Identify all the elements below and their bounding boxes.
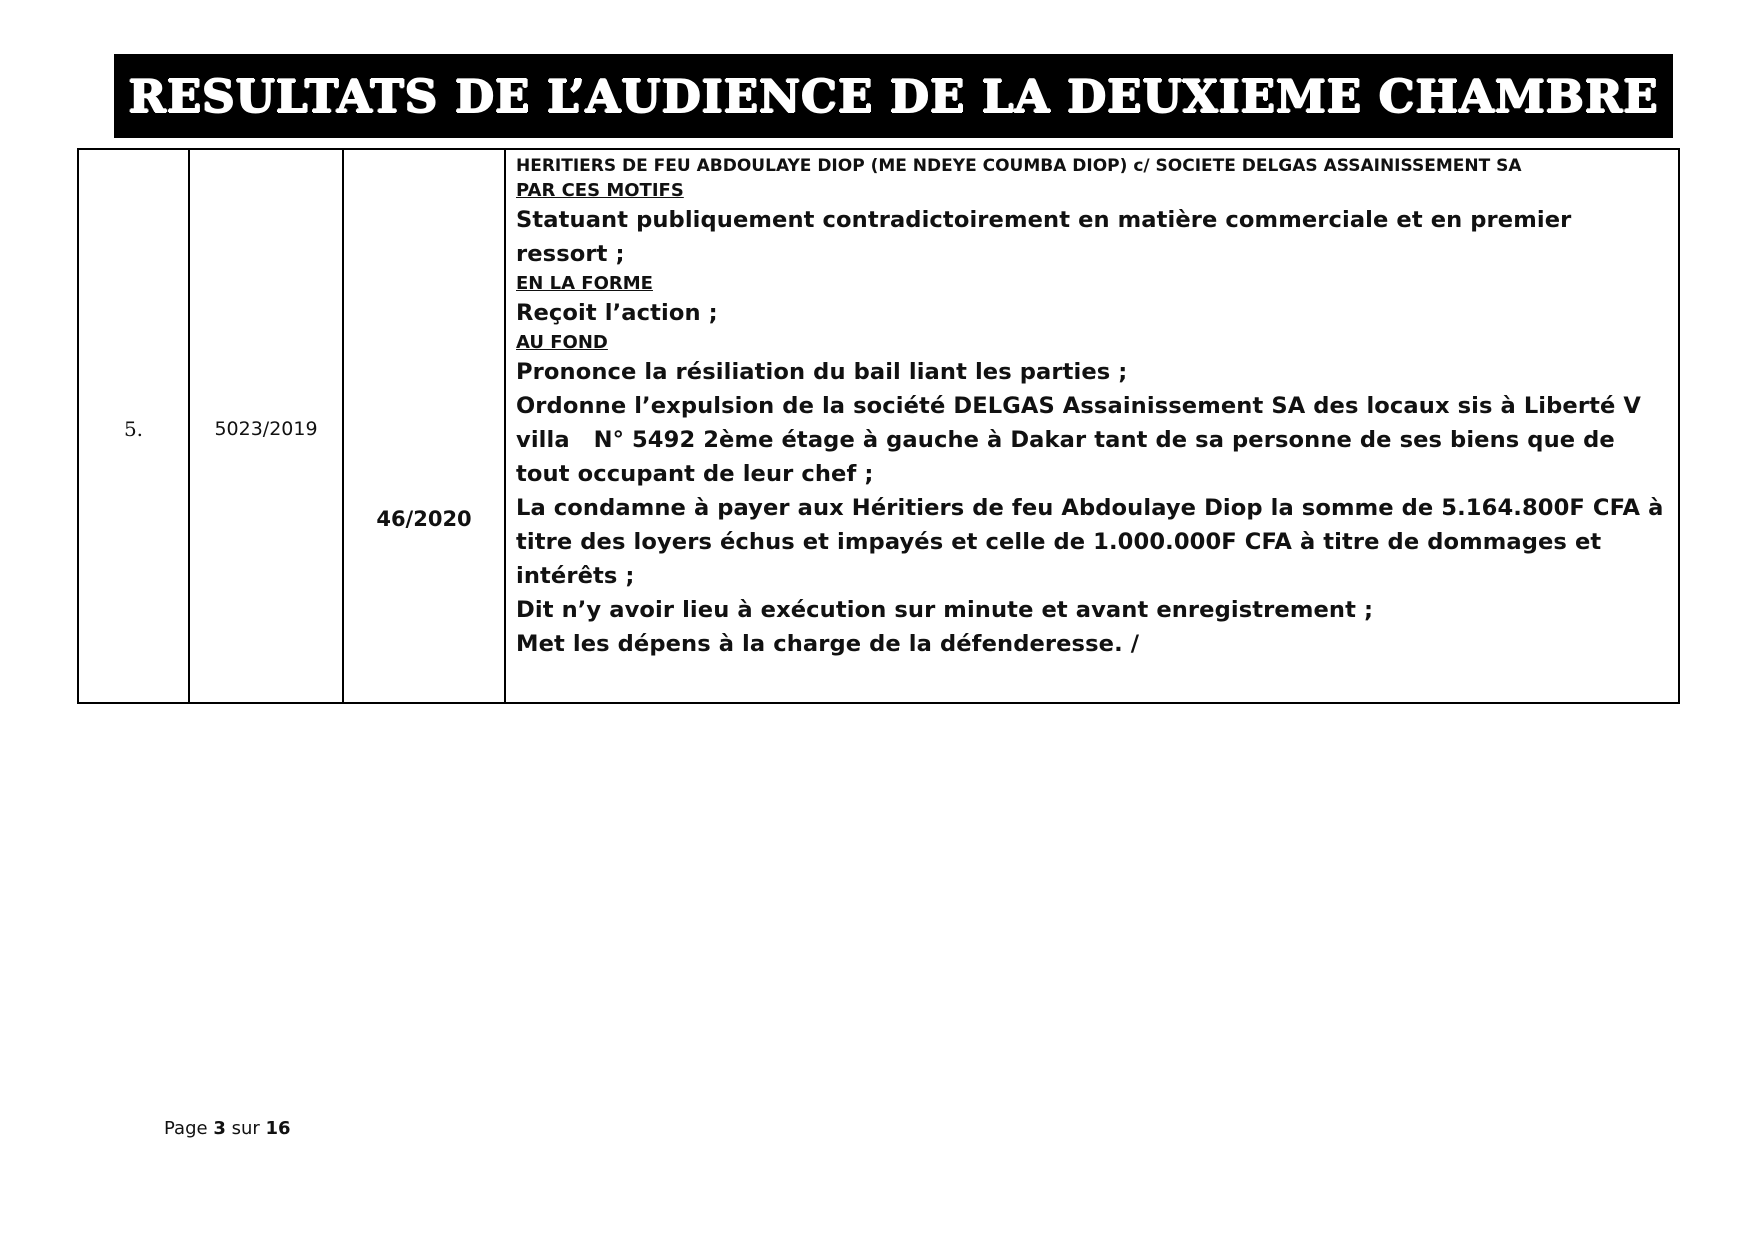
judgment-number-cell [344, 150, 506, 702]
fond-item: Met les dépens à la charge de la défenderesse. / [516, 631, 1140, 657]
decision-content [516, 154, 1670, 661]
fond-item: Dit n’y avoir lieu à exécution sur minute et avant enregistrement ; [516, 597, 1374, 623]
statuant-text: Statuant publiquement contradictoirement en matière commerciale et en premier ressort ; [516, 207, 1572, 267]
title-banner [114, 54, 1673, 138]
of-word: sur [231, 1118, 260, 1139]
forme-heading: EN LA FORME [516, 273, 653, 294]
total-pages: 16 [265, 1118, 291, 1139]
case-parties: HERITIERS DE FEU ABDOULAYE DIOP (ME NDEYE COUMBA DIOP) c/ SOCIETE DELGAS ASSAINISSEMENT SA [516, 156, 1522, 176]
role-number: 5023/2019 [214, 418, 318, 440]
fond-item: Prononce la résiliation du bail liant les parties ; [516, 359, 1128, 385]
page-footer [164, 1118, 291, 1139]
case-number: 5. [123, 417, 144, 441]
judgment-number: 46/2020 [376, 507, 472, 531]
fond-heading: AU FOND [516, 332, 608, 353]
page-title: RESULTATS DE L’AUDIENCE DE LA DEUXIEME CHAMBRE [128, 69, 1659, 123]
decision-cell [506, 150, 1678, 702]
fond-item: Ordonne l’expulsion de la société DELGAS Assainissement SA des locaux sis à Liberté V villa N° 5492 2ème étage à gauche à Dakar tant de sa personne de ses biens que de tout occupant de leur chef ; [516, 393, 1649, 487]
case-number-cell [79, 150, 190, 702]
forme-text: Reçoit l’action ; [516, 300, 718, 326]
motifs-heading: PAR CES MOTIFS [516, 180, 684, 201]
fond-item: La condamne à payer aux Héritiers de feu Abdoulaye Diop la somme de 5.164.800F CFA à titre des loyers échus et impayés et celle de 1.000.000F CFA à titre de dommages et intérêts ; [516, 495, 1664, 589]
case-table [77, 148, 1680, 704]
current-page: 3 [213, 1118, 226, 1139]
page-word: Page [164, 1118, 208, 1139]
role-number-cell [190, 150, 344, 702]
